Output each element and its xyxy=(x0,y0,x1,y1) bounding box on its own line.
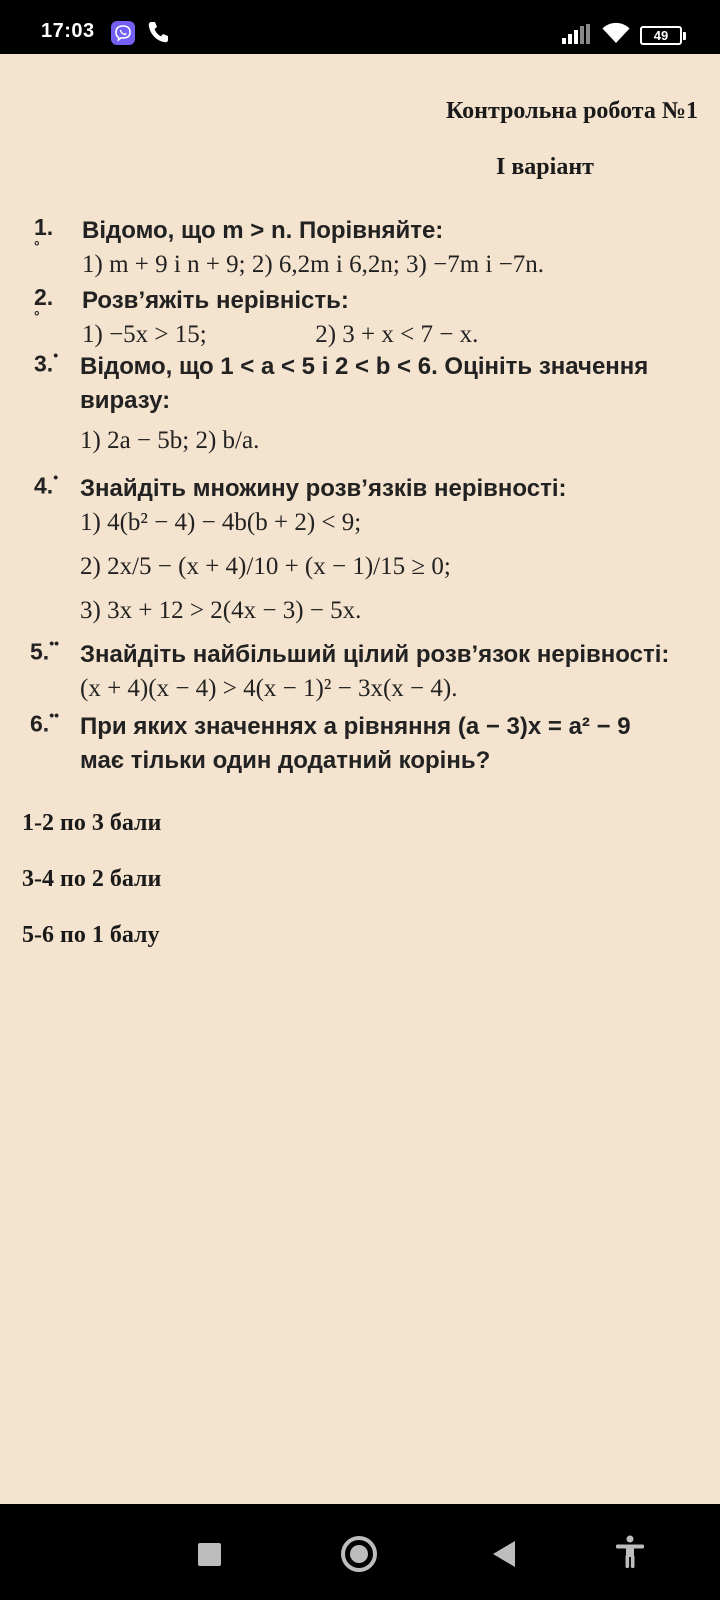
task-item: 2) 2x/5 − (x + 4)/10 + (x − 1)/15 ≥ 0; xyxy=(80,553,451,580)
task-item: 1) 4(b² − 4) − 4b(b + 2) < 9; xyxy=(80,509,362,536)
variant-label: І варіант xyxy=(496,154,594,180)
task-statement: Відомо, що 1 < a < 5 і 2 < b < 6. Оцініть значення xyxy=(80,353,649,380)
home-button[interactable] xyxy=(341,1536,377,1572)
task-number: 2.° xyxy=(34,284,54,324)
task-statement: Знайдіть найбільший цілий розв’язок нерівності: xyxy=(80,641,670,668)
task-item: 1) 2a − 5b; 2) b/a. xyxy=(80,427,260,454)
task-item: (x + 4)(x − 4) > 4(x − 1)² − 3x(x − 4). xyxy=(80,675,458,702)
score-line: 3-4 по 2 бали xyxy=(22,866,162,892)
task-number: 3.• xyxy=(34,347,59,377)
task-item: 1) −5x > 15; xyxy=(82,321,207,348)
document-page xyxy=(0,54,720,1504)
accessibility-icon xyxy=(615,1535,645,1569)
battery-icon xyxy=(640,26,682,45)
score-line: 5-6 по 1 балу xyxy=(22,922,160,948)
status-time: 17:03 xyxy=(41,20,95,42)
status-bar xyxy=(0,0,720,54)
task-statement: При яких значеннях a рівняння (a − 3)x = a² − 9 xyxy=(80,713,631,740)
task-statement-cont: має тільки один додатний корінь? xyxy=(80,747,491,774)
task-item: 2) 3 + x < 7 − x. xyxy=(315,321,479,348)
task-statement-cont: виразу: xyxy=(80,387,171,414)
recents-button[interactable] xyxy=(198,1543,221,1566)
wifi-icon xyxy=(602,22,630,49)
accessibility-button[interactable] xyxy=(615,1535,645,1574)
phone-icon xyxy=(147,20,169,49)
task-number: 4.• xyxy=(34,469,59,499)
task-item: 1) m + 9 і n + 9; 2) 6,2m і 6,2n; 3) −7m і −7n. xyxy=(82,251,544,278)
task-statement: Відомо, що m > n. Порівняйте: xyxy=(82,217,444,244)
task-number: 5.•• xyxy=(30,635,59,665)
battery-level: 49 xyxy=(653,28,669,43)
score-line: 1-2 по 3 бали xyxy=(22,810,162,836)
viber-icon xyxy=(111,21,135,45)
page-title: Контрольна робота №1 xyxy=(445,98,698,124)
navigation-bar xyxy=(0,1504,720,1600)
signal-icon xyxy=(562,24,590,49)
task-number: 1.° xyxy=(34,214,54,254)
task-number: 6.•• xyxy=(30,707,59,737)
task-statement: Знайдіть множину розв’язків нерівності: xyxy=(80,475,567,502)
task-item: 3) 3x + 12 > 2(4x − 3) − 5x. xyxy=(80,597,362,624)
back-button[interactable] xyxy=(493,1541,515,1567)
task-statement: Розв’яжіть нерівність: xyxy=(82,287,349,314)
